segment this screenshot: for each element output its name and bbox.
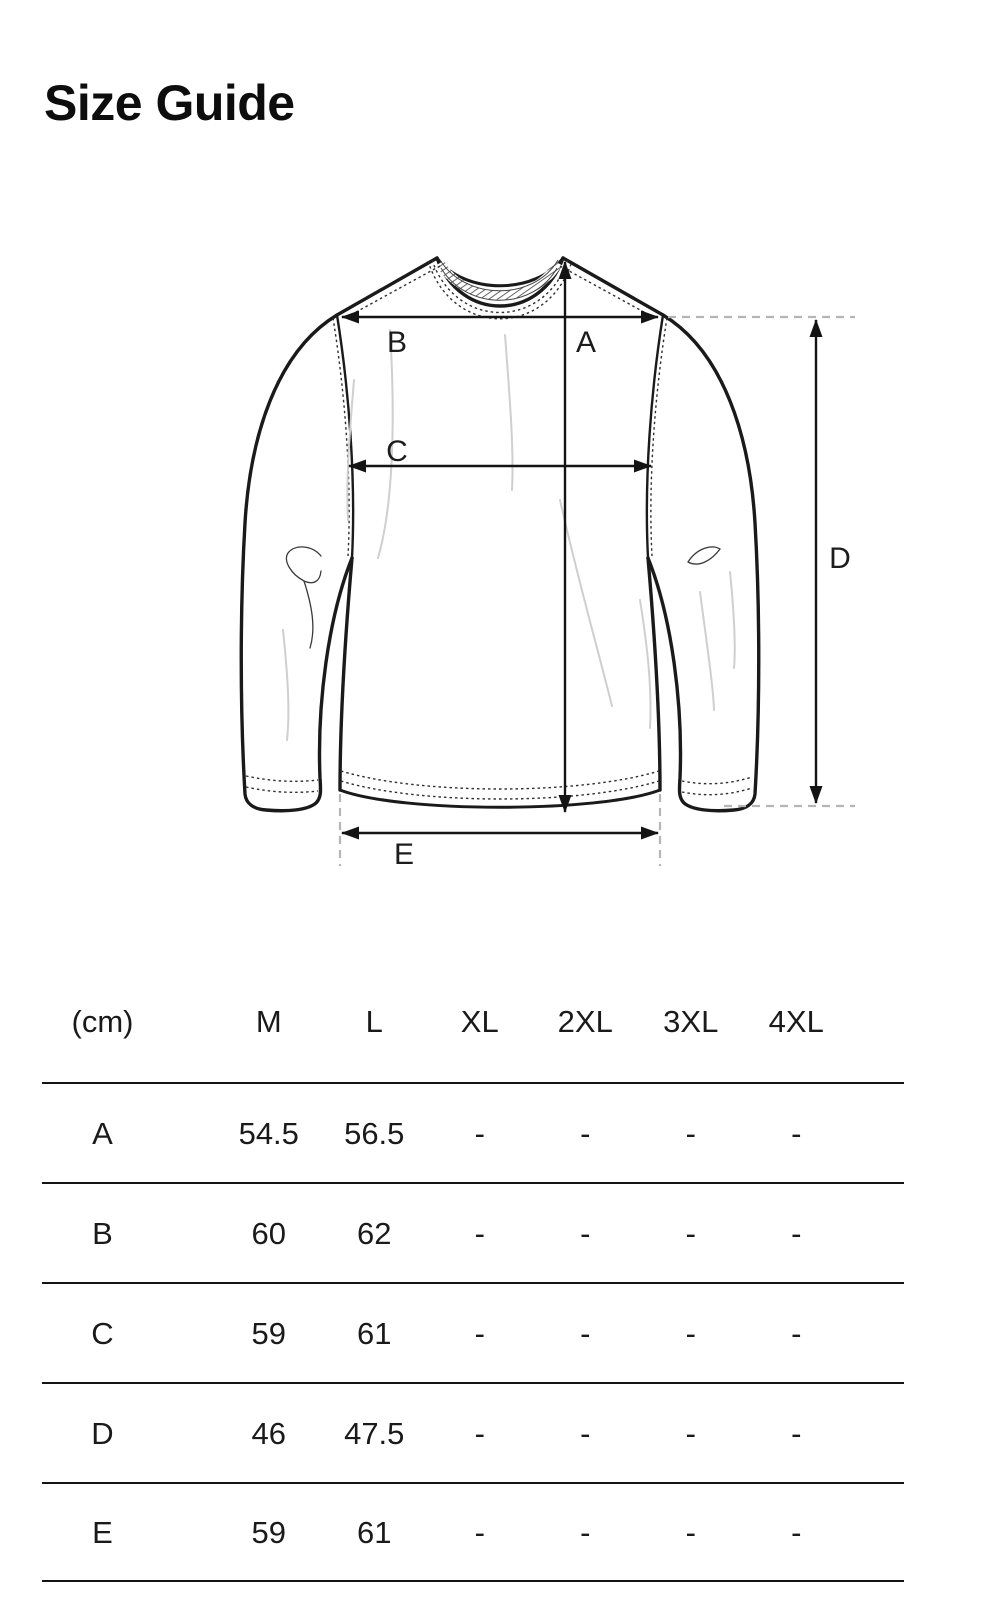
size-value-cell: -: [474, 1415, 485, 1451]
size-table-row: [42, 1082, 904, 1182]
size-value-cell: -: [791, 1115, 802, 1151]
unit-header-cell: (cm): [71, 1003, 134, 1039]
row-label: D: [91, 1415, 114, 1451]
size-value-cell: 62: [357, 1215, 392, 1251]
hem-stitch-2: [341, 781, 659, 799]
page-title: Size Guide: [44, 75, 295, 131]
size-value-cell: -: [685, 1215, 696, 1251]
wrinkle-lines: [283, 330, 735, 740]
row-label: A: [92, 1115, 113, 1151]
size-table-header-row: [42, 960, 904, 1082]
size-value-cell: 46: [251, 1415, 286, 1451]
label-d: D: [829, 542, 851, 575]
measurement-labels: [386, 326, 851, 871]
label-c: C: [386, 435, 408, 468]
right-armhole-seam: [647, 315, 663, 558]
collar-rib-band: [440, 260, 558, 300]
right-shoulder-line: [563, 258, 663, 315]
left-armhole-seam: [337, 315, 353, 558]
size-value-cell: -: [474, 1215, 485, 1251]
size-value-cell: 59: [251, 1514, 286, 1550]
size-table-row: [42, 1182, 904, 1282]
column-header: 4XL: [768, 1003, 824, 1039]
right-shoulder-stitch: [560, 266, 653, 317]
size-value-cell: 59: [251, 1315, 286, 1351]
hem-stitch-1: [341, 771, 659, 789]
column-header: 2XL: [557, 1003, 613, 1039]
size-table: [42, 960, 904, 1582]
label-a: A: [575, 326, 597, 359]
size-table-row: [42, 1282, 904, 1382]
size-value-cell: 61: [357, 1514, 392, 1550]
row-label: C: [91, 1315, 114, 1351]
size-value-cell: -: [580, 1514, 591, 1550]
size-table-row: [42, 1382, 904, 1482]
size-value-cell: -: [580, 1315, 591, 1351]
left-cuff-stitch-1: [246, 776, 318, 781]
left-sleeve: [241, 315, 352, 811]
size-value-cell: 60: [251, 1215, 286, 1251]
size-value-cell: -: [791, 1415, 802, 1451]
left-shoulder-line: [337, 258, 437, 315]
size-value-cell: -: [791, 1514, 802, 1550]
size-value-cell: 56.5: [344, 1115, 405, 1151]
size-value-cell: -: [791, 1215, 802, 1251]
size-value-cell: -: [685, 1115, 696, 1151]
size-value-cell: -: [580, 1115, 591, 1151]
size-value-cell: -: [685, 1514, 696, 1550]
column-header: M: [255, 1003, 282, 1039]
label-b: B: [386, 326, 408, 359]
size-table-row: [42, 1482, 904, 1582]
reference-lines: [340, 317, 855, 866]
size-value-cell: -: [474, 1115, 485, 1151]
size-value-cell: 54.5: [238, 1115, 299, 1151]
right-cuff-stitch-2: [682, 788, 752, 795]
right-cuff-stitch-1: [682, 777, 752, 784]
size-value-cell: -: [580, 1215, 591, 1251]
size-value-cell: 61: [357, 1315, 392, 1351]
row-label: B: [92, 1215, 113, 1251]
size-value-cell: -: [685, 1315, 696, 1351]
label-e: E: [393, 838, 415, 871]
left-armhole-stitch: [333, 318, 349, 556]
size-value-cell: -: [580, 1415, 591, 1451]
shirt-outline: [241, 258, 759, 811]
size-value-cell: -: [474, 1315, 485, 1351]
left-cuff-stitch-2: [246, 787, 318, 792]
column-header: XL: [460, 1003, 499, 1039]
column-header: 3XL: [663, 1003, 719, 1039]
right-armhole-stitch: [651, 318, 667, 556]
size-value-cell: -: [474, 1514, 485, 1550]
size-value-cell: -: [791, 1315, 802, 1351]
row-label: E: [92, 1514, 113, 1550]
left-shoulder-stitch: [347, 266, 440, 317]
size-value-cell: 47.5: [344, 1415, 405, 1451]
size-value-cell: -: [685, 1415, 696, 1451]
column-header: L: [365, 1003, 383, 1039]
